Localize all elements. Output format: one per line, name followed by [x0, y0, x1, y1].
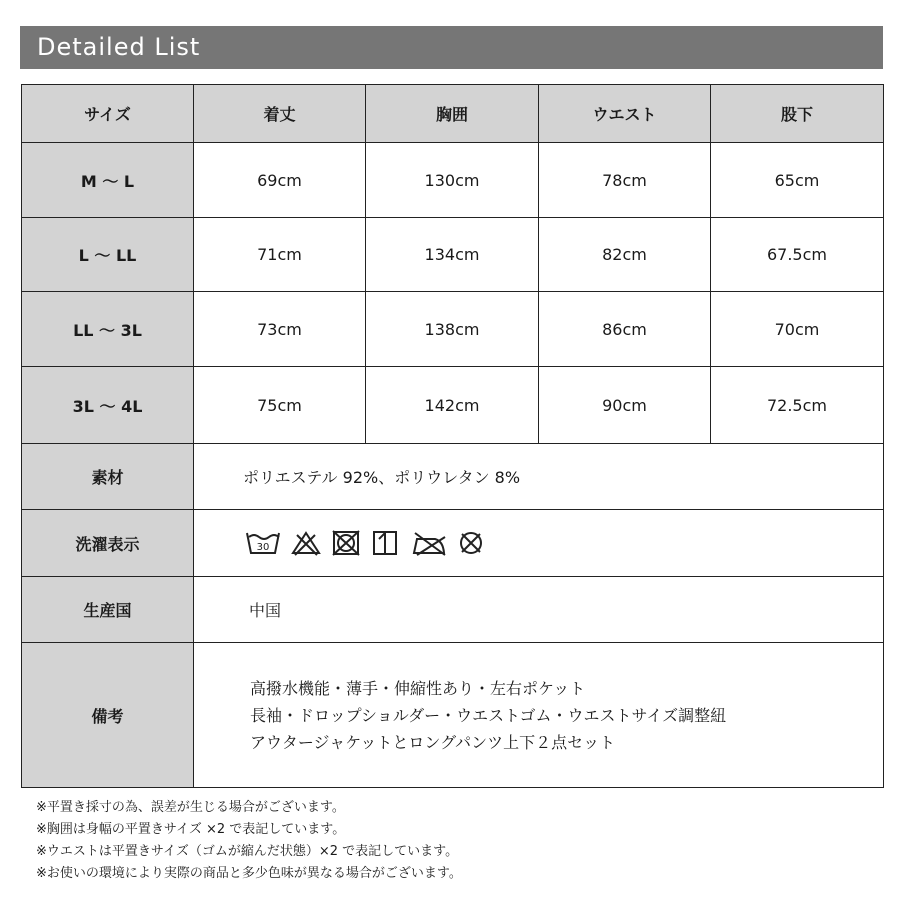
origin-value: 中国 — [194, 577, 884, 643]
remarks-row — [22, 643, 884, 788]
material-row — [22, 444, 884, 510]
table-cell: 69cm — [194, 143, 366, 218]
header-inseam: 股下 — [711, 85, 884, 143]
size-label: M ～ L — [22, 143, 194, 218]
no-bleach-icon — [291, 529, 321, 557]
size-label: 3L ～ 4L — [22, 367, 194, 444]
table-cell: 75cm — [194, 367, 366, 444]
section-title: Detailed List — [20, 26, 883, 69]
header-waist: ウエスト — [539, 85, 711, 143]
table-cell: 134cm — [366, 218, 539, 292]
table-cell: 138cm — [366, 292, 539, 367]
table-header-row — [22, 85, 884, 143]
remarks-line: アウタージャケットとロングパンツ上下２点セット — [250, 732, 616, 752]
table-cell: 130cm — [366, 143, 539, 218]
table-cell: 71cm — [194, 218, 366, 292]
material-label: 素材 — [22, 444, 194, 510]
line-dry-icon — [371, 529, 401, 557]
remarks-line: 高撥水機能・薄手・伸縮性あり・左右ポケット — [250, 678, 586, 698]
footnote: ※胸囲は身幅の平置きサイズ ×2 で表記しています。 — [36, 822, 346, 837]
no-tumble-dry-icon — [331, 529, 361, 557]
table-cell: 90cm — [539, 367, 711, 444]
footnote: ※ウエストは平置きサイズ（ゴムが縮んだ状態）×2 で表記しています。 — [36, 844, 459, 859]
remarks-line: 長袖・ドロップショルダー・ウエストゴム・ウエストサイズ調整紐 — [250, 705, 727, 725]
table-cell: 86cm — [539, 292, 711, 367]
header-size: サイズ — [22, 85, 194, 143]
table-row — [22, 143, 884, 218]
table-cell: 72.5cm — [711, 367, 884, 444]
table-cell: 142cm — [366, 367, 539, 444]
header-chest: 胸囲 — [366, 85, 539, 143]
care-label: 洗濯表示 — [22, 510, 194, 577]
table-row — [22, 367, 884, 444]
origin-label: 生産国 — [22, 577, 194, 643]
care-icons — [245, 529, 883, 557]
table-cell: 78cm — [539, 143, 711, 218]
care-icons-cell — [194, 510, 884, 577]
origin-row — [22, 577, 884, 643]
remarks-label: 備考 — [22, 643, 194, 788]
table-cell: 73cm — [194, 292, 366, 367]
remarks-value — [194, 643, 884, 788]
footnotes — [36, 797, 462, 885]
footnote: ※お使いの環境により実際の商品と多少色味が異なる場合がございます。 — [36, 866, 462, 881]
table-cell: 82cm — [539, 218, 711, 292]
table-cell: 67.5cm — [711, 218, 884, 292]
wash-30-icon — [245, 529, 281, 557]
no-dry-clean-icon — [457, 529, 485, 557]
size-table — [21, 84, 884, 788]
size-label: LL ～ 3L — [22, 292, 194, 367]
table-row — [22, 218, 884, 292]
care-row — [22, 510, 884, 577]
table-cell: 70cm — [711, 292, 884, 367]
footnote: ※平置き採寸の為、誤差が生じる場合がございます。 — [36, 800, 345, 815]
material-value: ポリエステル 92%、ポリウレタン 8% — [194, 444, 884, 510]
table-cell: 65cm — [711, 143, 884, 218]
size-label: L ～ LL — [22, 218, 194, 292]
header-length: 着丈 — [194, 85, 366, 143]
no-iron-icon — [411, 529, 447, 557]
table-row — [22, 292, 884, 367]
wash-temp-label: 30 — [256, 542, 270, 553]
